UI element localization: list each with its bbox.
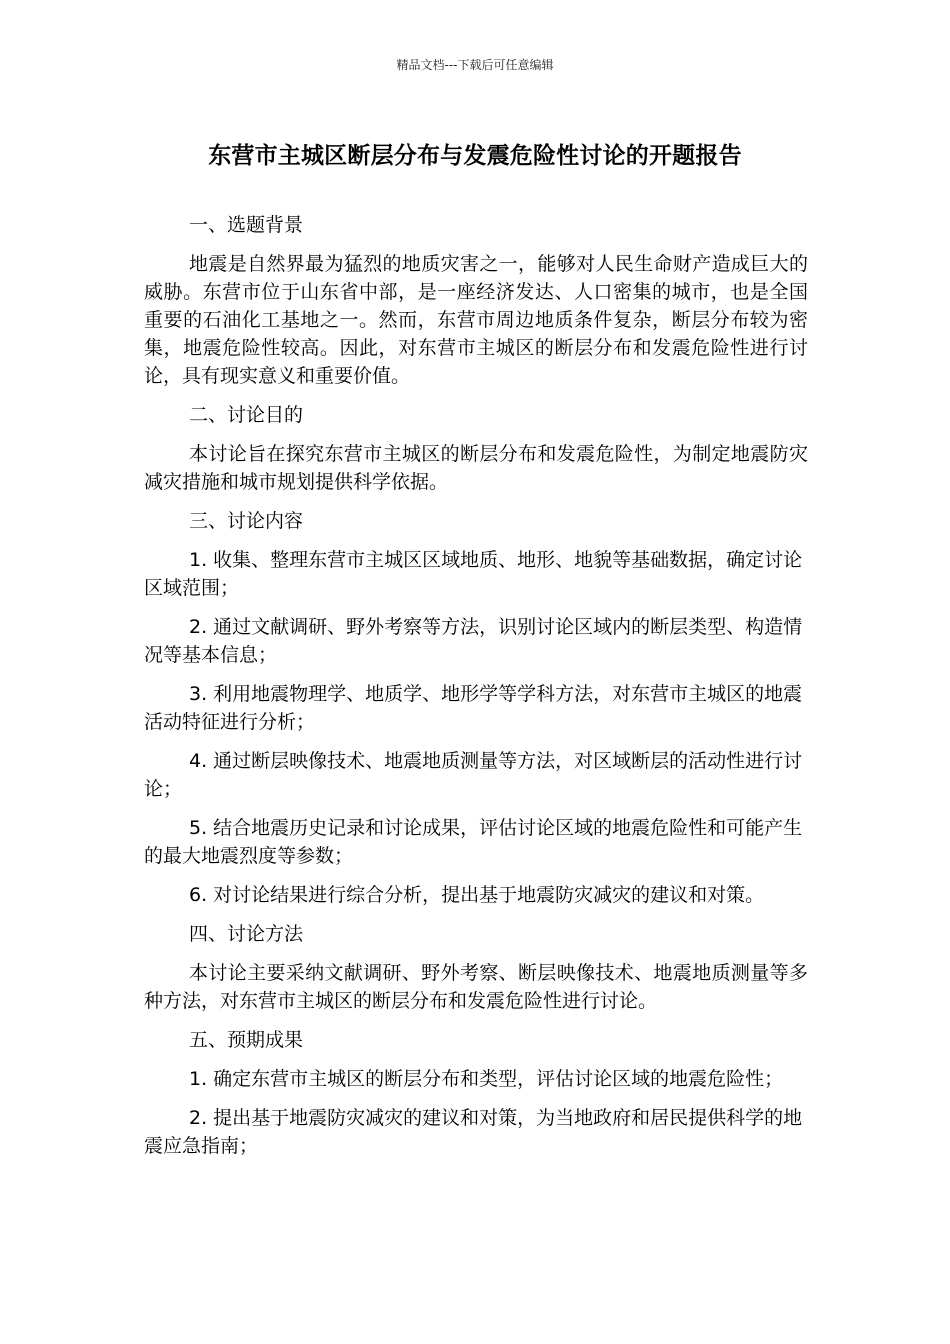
content-item: 6. 对讨论结果进行综合分析，提出基于地震防灾减灾的建议和对策。 <box>189 884 765 906</box>
content-item: 3. 利用地震物理学、地质学、地形学等学科方法，对东营市主城区的地震活动特征进行分析； <box>144 683 803 733</box>
method-paragraph: 本讨论主要采纳文献调研、野外考察、断层映像技术、地震地质测量等多种方法，对东营市主城区的断层分布和发震危险性进行讨论。 <box>144 962 808 1012</box>
document-title: 东营市主城区断层分布与发震危险性讨论的开题报告 <box>208 143 742 169</box>
page-header: 精品文档---下载后可任意编辑 <box>396 58 554 72</box>
section-heading-content: 三、讨论内容 <box>189 510 304 532</box>
section-heading-method: 四、讨论方法 <box>189 923 304 945</box>
content-item: 2. 通过文献调研、野外考察等方法，识别讨论区域内的断层类型、构造情况等基本信息； <box>144 616 803 666</box>
content-item: 4. 通过断层映像技术、地震地质测量等方法，对区域断层的活动性进行讨论； <box>144 750 803 800</box>
results-item: 1. 确定东营市主城区的断层分布和类型，评估讨论区域的地震危险性； <box>189 1068 784 1090</box>
content-item: 1. 收集、整理东营市主城区区域地质、地形、地貌等基础数据，确定讨论区域范围； <box>144 549 803 599</box>
purpose-paragraph: 本讨论旨在探究东营市主城区的断层分布和发震危险性，为制定地震防灾减灾措施和城市规划提供科学依据。 <box>144 443 808 493</box>
results-item: 2. 提出基于地震防灾减灾的建议和对策，为当地政府和居民提供科学的地震应急指南； <box>144 1107 803 1157</box>
content-item: 5. 结合地震历史记录和讨论成果，评估讨论区域的地震危险性和可能产生的最大地震烈度等参数； <box>144 817 803 867</box>
section-heading-background: 一、选题背景 <box>189 214 304 236</box>
background-paragraph: 地震是自然界最为猛烈的地质灾害之一，能够对人民生命财产造成巨大的威胁。东营市位于山东省中部，是一座经济发达、人口密集的城市，也是全国重要的石油化工基地之一。然而，东营市周边地质条件复杂，断层分布较为密集，地震危险性较高。因此，对东营市主城区的断层分布和发震危险性进行讨论，具有现实意义和重要价值。 <box>144 253 808 387</box>
section-heading-results: 五、预期成果 <box>189 1029 304 1051</box>
section-heading-purpose: 二、讨论目的 <box>189 404 304 426</box>
document-body <box>144 211 808 1171</box>
